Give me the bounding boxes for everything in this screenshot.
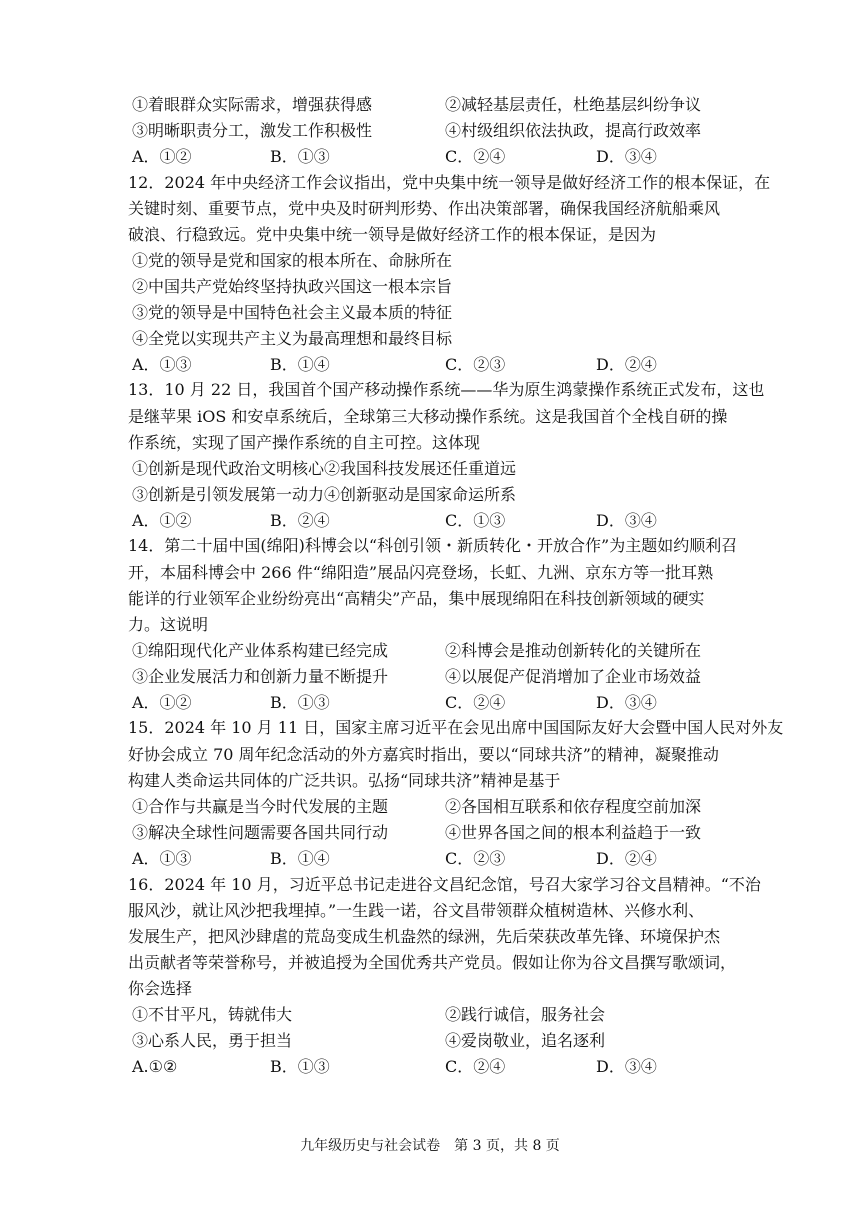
question-text: 12．2024 年中央经济工作会议指出，党中央集中统一领导是做好经济工作的根本保证，在 [128, 173, 771, 192]
option-3: ③心系人民，勇于担当 [132, 1031, 293, 1050]
answer-a: A．①③ [132, 849, 192, 868]
question-text: 是继苹果 iOS 和安卓系统后，全球第三大移动操作系统。这是我国首个全栈自研的操 [128, 407, 728, 426]
answer-d: D．③④ [596, 1057, 657, 1076]
answer-c: C．②④ [445, 147, 506, 166]
answer-c: C．②③ [445, 355, 506, 374]
question-text: 出贡献者等荣誉称号，并被追授为全国优秀共产党员。假如让你为谷文昌撰写歌颂词， [128, 953, 737, 972]
option-4: ④以展促产促消增加了企业市场效益 [445, 667, 702, 686]
question-text: 发展生产，把风沙肆虐的荒岛变成生机盎然的绿洲，先后荣获改革先锋、环境保护杰 [128, 927, 721, 946]
question-text: 好协会成立 70 周年纪念活动的外方嘉宾时指出，要以“同球共济”的精神，凝聚推动 [128, 745, 719, 764]
question-text: 14．第二十届中国(绵阳)科博会以“科创引领・新质转化・开放合作”为主题如约顺利召 [128, 536, 738, 555]
option-1: ①党的领导是党和国家的根本所在、命脉所在 [132, 251, 453, 270]
answer-d: D．②④ [596, 849, 657, 868]
answer-a: A．①② [132, 693, 192, 712]
question-text: 关键时刻、重要节点，党中央及时研判形势、作出决策部署，确保我国经济航船乘风 [128, 199, 721, 218]
answer-d: D．③④ [596, 693, 657, 712]
option-3: ③解决全球性问题需要各国共同行动 [132, 823, 389, 842]
option-4: ④村级组织依法执政，提高行政效率 [445, 121, 702, 140]
answer-a: A．①② [132, 147, 192, 166]
question-text: 服风沙，就让风沙把我埋掉。”一生践一诺，谷文昌带领群众植树造林、兴修水利、 [128, 901, 705, 920]
question-text: 13．10 月 22 日，我国首个国产移动操作系统——华为原生鸿蒙操作系统正式发布，这也 [128, 380, 765, 399]
options-3-4: ③创新是引领发展第一动力④创新驱动是国家命运所系 [132, 485, 517, 504]
answer-b: B．②④ [270, 511, 330, 530]
answer-b: B．①③ [270, 693, 330, 712]
question-text: 能详的行业领军企业纷纷亮出“高精尖”产品，集中展现绵阳在科技创新领域的硬实 [128, 589, 705, 608]
question-text: 开，本届科博会中 266 件“绵阳造”展品闪亮登场，长虹、九洲、京东方等一批耳熟 [128, 563, 714, 582]
option-2: ②科博会是推动创新转化的关键所在 [445, 641, 702, 660]
question-text: 力。这说明 [128, 615, 209, 634]
answer-a: A．①③ [132, 355, 192, 374]
option-3: ③企业发展活力和创新力量不断提升 [132, 667, 389, 686]
answer-c: C．②④ [445, 1057, 506, 1076]
question-text: 构建人类命运共同体的广泛共识。弘扬“同球共济”精神是基于 [128, 771, 561, 790]
option-3: ③明晰职责分工，激发工作积极性 [132, 121, 373, 140]
answer-a: A.①② [132, 1057, 178, 1076]
answer-d: D．②④ [596, 355, 657, 374]
option-2: ②践行诚信，服务社会 [445, 1005, 606, 1024]
question-text: 15．2024 年 10 月 11 日，国家主席习近平在会见出席中国国际友好大会暨中国人民对外友 [128, 718, 784, 737]
option-4: ④全党以实现共产主义为最高理想和最终目标 [132, 329, 453, 348]
option-1: ①不甘平凡，铸就伟大 [132, 1005, 293, 1024]
answer-c: C．②④ [445, 693, 506, 712]
option-2: ②各国相互联系和依存程度空前加深 [445, 797, 702, 816]
page-footer: 九年级历史与社会试卷 第 3 页，共 8 页 [300, 1138, 560, 1154]
option-4: ④爱岗敬业，追名逐利 [445, 1031, 606, 1050]
answer-c: C．①③ [445, 511, 506, 530]
option-1: ①绵阳现代化产业体系构建已经完成 [132, 641, 389, 660]
question-text: 你会选择 [128, 979, 193, 998]
question-text: 16．2024 年 10 月，习近平总书记走进谷文昌纪念馆，号召大家学习谷文昌精神。“不治 [128, 875, 761, 894]
answer-d: D．③④ [596, 511, 657, 530]
answer-b: B．①④ [270, 355, 330, 374]
answer-b: B．①③ [270, 1057, 330, 1076]
option-2: ②中国共产党始终坚持执政兴国这一根本宗旨 [132, 277, 453, 296]
answer-d: D．③④ [596, 147, 657, 166]
answer-c: C．②③ [445, 849, 506, 868]
answer-a: A．①② [132, 511, 192, 530]
option-1: ①合作与共赢是当今时代发展的主题 [132, 797, 389, 816]
answer-b: B．①③ [270, 147, 330, 166]
answer-b: B．①④ [270, 849, 330, 868]
options-1-2: ①创新是现代政治文明核心②我国科技发展还任重道远 [132, 459, 517, 478]
question-text: 作系统，实现了国产操作系统的自主可控。这体现 [128, 433, 481, 452]
option-1: ①着眼群众实际需求，增强获得感 [132, 95, 373, 114]
option-3: ③党的领导是中国特色社会主义最本质的特征 [132, 303, 453, 322]
question-text: 破浪、行稳致远。党中央集中统一领导是做好经济工作的根本保证，是因为 [128, 225, 657, 244]
option-2: ②减轻基层责任，杜绝基层纠纷争议 [445, 95, 702, 114]
option-4: ④世界各国之间的根本利益趋于一致 [445, 823, 702, 842]
